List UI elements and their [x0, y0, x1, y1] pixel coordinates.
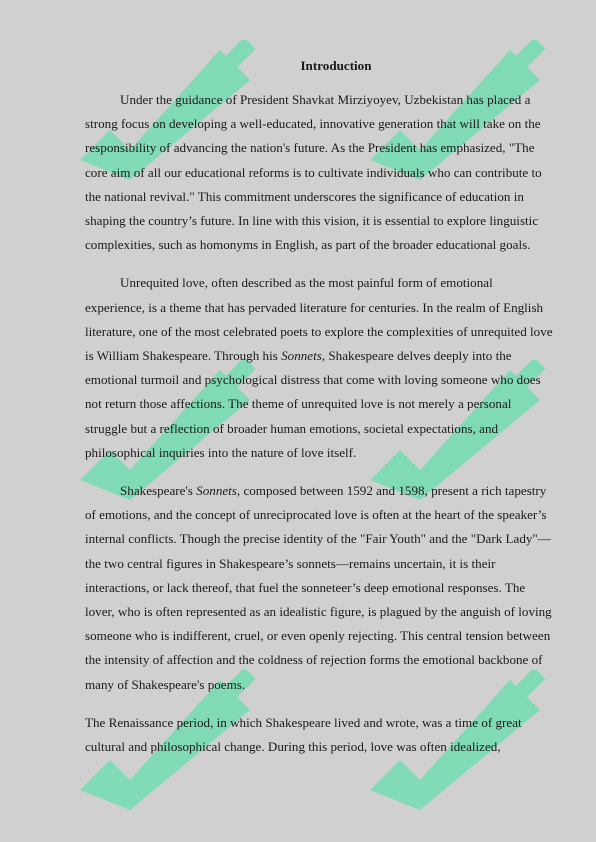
paragraph-text: Unrequited love, often described as the most painful form of emotional experience, is a theme that has pervaded literature for centuries. In the realm of English literature, one of the most celebrated poets to explore the complexities of unrequited love is William Shakespeare. Through his [85, 275, 553, 364]
page-title: Introduction [300, 58, 372, 73]
document-body [85, 56, 553, 773]
italic-title: Sonnets [281, 348, 322, 364]
paragraph: Under the guidance of President Shavkat Mirziyoyev, Uzbekistan has placed a strong focus on developing a well-educated, innovative generation that will take on the responsibility of advancing the nation's future. As the President has emphasized, "The core aim of all our educational reforms is to cultivate individuals who can contribute to the national revival." This commitment underscores the significance of education in shaping the country’s future. In line with this vision, it is essential to explore linguistic complexities, such as homonyms in English, as part of the broader educational goals. [85, 92, 542, 253]
italic-title: Sonnets [196, 483, 237, 499]
paragraph [85, 271, 553, 465]
paragraph [85, 479, 553, 697]
paragraph-text: Shakespeare's [120, 483, 197, 499]
paragraph: The Renaissance period, in which Shakespeare lived and wrote, was a time of great cultural and philosophical change. During this period, love was often idealized, [85, 714, 522, 755]
paragraph-text: , composed between 1592 and 1598, present a rich tapestry of emotions, and the concept of unreciprocated love is often at the heart of the speaker’s internal conflicts. Though the precise identity of the "Fair Youth" and the "Dark Lady"—the two central figures in Shakespeare’s sonnets—remains uncertain, it is their interactions, or lack thereof, that fuel the sonneteer’s deep emotional responses. The lover, who is often represented as an idealistic figure, is plagued by the anguish of loving someone who is indifferent, cruel, or even openly rejecting. This central tension between the intensity of affection and the coldness of rejection forms the emotional backbone of many of Shakespeare's poems. [85, 483, 552, 692]
paragraph-text: , Shakespeare delves deeply into the emotional turmoil and psychological distress that come with loving someone who does not return those affections. The theme of unrequited love is not merely a personal struggle but a reflection of broader human emotions, societal expectations, and philosophical inquiries into the nature of love itself. [85, 348, 541, 460]
